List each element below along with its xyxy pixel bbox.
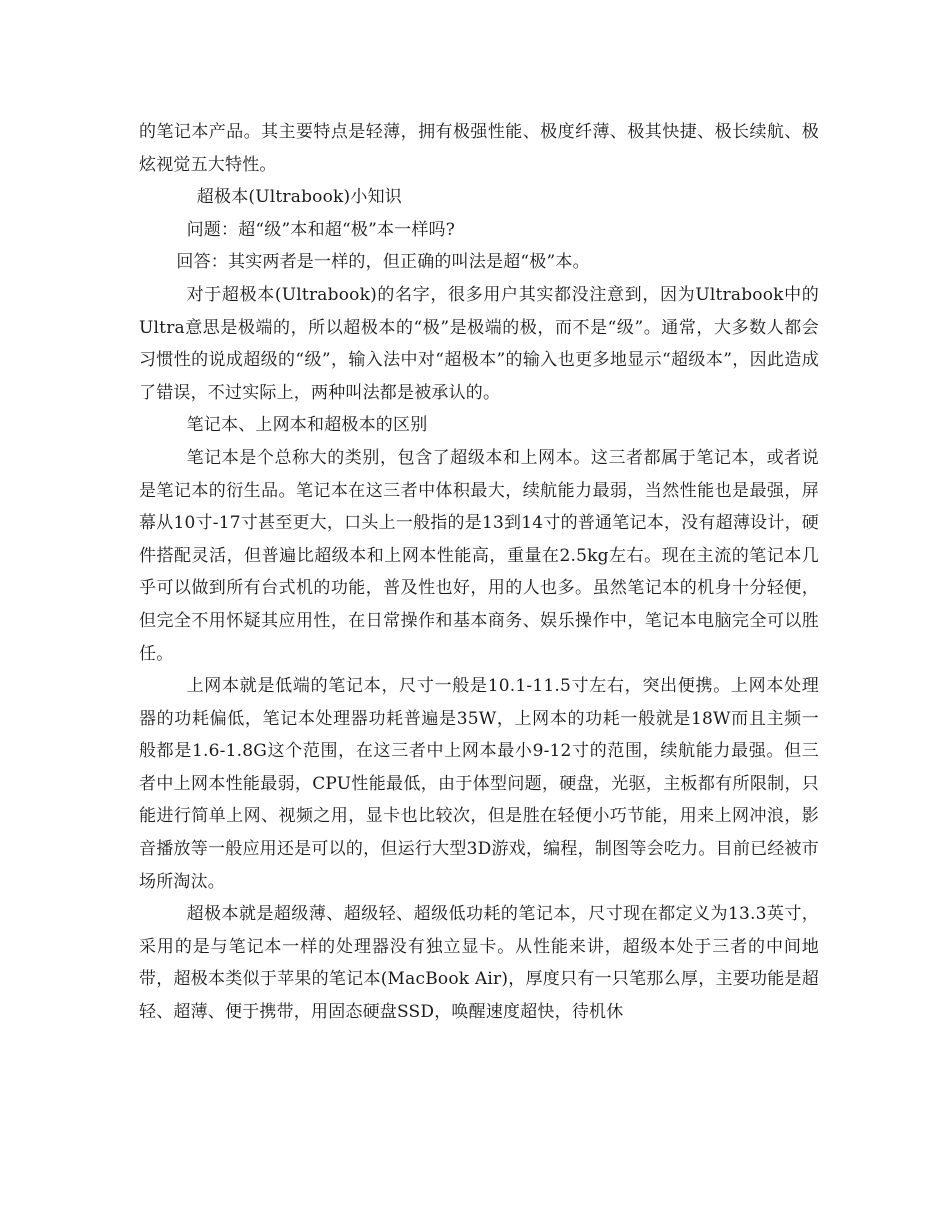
document-body [139,116,819,1029]
paragraph-answer: 回答：其实两者是一样的，但正确的叫法是超“极”本。 [176,252,590,273]
paragraph-notebook: 笔记本是个总称大的类别，包含了超级本和上网本。这三者都属于笔记本，或者说是笔记本的衍生品。笔记本在这三者中体积最大，续航能力最弱，当然性能也是最强，屏幕从10寸-17寸甚至更大，口头上一般指的是13到14寸的普通笔记本，没有超薄设计，硬件搭配灵活，但普遍比超级本和上网本性能高，重量在2.5kg左右。现在主流的笔记本几乎可以做到所有台式机的功能，普及性也好，用的人也多。虽然笔记本的机身十分轻便，但完全不用怀疑其应用性，在日常操作和基本商务、娱乐操作中，笔记本电脑完全可以胜任。 [139,447,819,664]
paragraph-naming-explanation: 对于超极本(Ultrabook)的名字，很多用户其实都没注意到，因为Ultrabook中的Ultra意思是极端的，所以超极本的“极”是极端的极，而不是“级”。通常，大多数人都会习惯性的说成超级的“级”，输入法中对“超极本”的输入也更多地显示“超级本”，因此造成了错误，不过实际上，两种叫法都是被承认的。 [139,284,819,403]
section-heading-ultrabook-tips: 超极本(Ultrabook)小知识 [196,187,402,208]
paragraph-intro-continuation: 的笔记本产品。其主要特点是轻薄，拥有极强性能、极度纤薄、极其快捷、极长续航、极炫视觉五大特性。 [139,122,819,175]
section-heading-differences: 笔记本、上网本和超极本的区别 [186,415,428,436]
paragraph-question: 问题：超“级”本和超“极”本一样吗? [186,219,456,240]
paragraph-ultrabook: 超极本就是超级薄、超级轻、超级低功耗的笔记本，尺寸现在都定义为13.3英寸，采用的是与笔记本一样的处理器没有独立显卡。从性能来讲，超级本处于三者的中间地带，超极本类似于苹果的笔记本(MacBook Air)，厚度只有一只笔那么厚，主要功能是超轻、超薄、便于携带，用固态硬盘SSD，唤醒速度超快，待机休 [139,904,819,1023]
paragraph-netbook: 上网本就是低端的笔记本，尺寸一般是10.1-11.5寸左右，突出便携。上网本处理器的功耗偏低，笔记本处理器功耗普遍是35W，上网本的功耗一般就是18W而且主频一般都是1.6-1.8G这个范围，在这三者中上网本最小9-12寸的范围，续航能力最强。但三者中上网本性能最弱，CPU性能最低，由于体型问题，硬盘，光驱，主板都有所限制，只能进行简单上网、视频之用，显卡也比较次，但是胜在轻便小巧节能，用来上网冲浪，影音播放等一般应用还是可以的，但运行大型3D游戏，编程，制图等会吃力。目前已经被市场所淘汰。 [139,676,819,892]
